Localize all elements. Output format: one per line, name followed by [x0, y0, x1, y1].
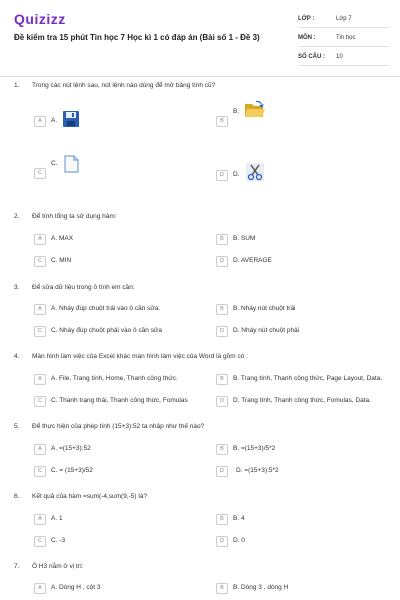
meta-key: MÔN : [298, 35, 316, 41]
answer-letter: C [34, 168, 46, 179]
cut-scissors-icon [246, 163, 264, 181]
answer-letter: A [34, 444, 46, 455]
answer-text: B. 4 [233, 515, 245, 522]
question-text: Màn hình làm việc của Excel khác màn hình làm việc của Word là gồm có : [32, 353, 248, 360]
quizizz-logo[interactable]: Quizizz [14, 11, 66, 27]
answer-letter: B [216, 514, 228, 525]
question-text: Ô H3 nằm ở vị trí: [32, 563, 84, 570]
question-text: Trong các nút lệnh sau, nút lệnh nào dùng để mở bảng tính cũ? [32, 82, 216, 89]
answer-letter: A [34, 514, 46, 525]
answer-letter: B [216, 374, 228, 385]
meta-row-subject [298, 30, 390, 47]
answer-text: C. Nháy đúp chuột phải vào ô cần sửa [51, 327, 162, 334]
answer-letter: A [34, 116, 46, 127]
answer-text: A. =(15+3):52 [51, 445, 91, 452]
meta-table [298, 11, 390, 68]
answer-letter: D [216, 326, 228, 337]
answer-letter: D [216, 170, 228, 181]
open-folder-icon [244, 100, 266, 120]
question-text: Để tính tổng ta sử dụng hàm: [32, 213, 117, 220]
question-number: 2. [14, 213, 20, 220]
answer-text: B. Nháy nút chuột trái [233, 305, 296, 312]
page-title: Đề kiểm tra 15 phút Tin học 7 Học kì 1 có đáp án (Bài số 1 - Đề 3) [14, 33, 260, 42]
answer-letter: C [34, 256, 46, 267]
answer-letter: C [34, 396, 46, 407]
question-number: 3. [14, 284, 20, 291]
answer-text: C. Thanh trạng thái, Thanh công thức, Fomulas [51, 397, 188, 404]
answer-letter: B [216, 583, 228, 594]
answer-text: B. SUM [233, 235, 256, 242]
new-document-icon [62, 155, 80, 173]
meta-key: LỚP : [298, 16, 315, 22]
page-header [0, 0, 400, 77]
answer-text: D. Trang tính, Thanh công thức, Fomulas, Data. [233, 397, 371, 404]
answer-text: C. [51, 160, 58, 167]
answer-text: D. =(15+3):5*2 [236, 467, 279, 474]
answer-letter: D [216, 396, 228, 407]
question-number: 1. [14, 82, 20, 89]
answer-letter: C [34, 326, 46, 337]
answer-text: A. File, Trang tính, Home, Thanh công thức. [51, 375, 178, 382]
answer-text: B. =(15+3)/5*2 [233, 445, 276, 452]
answer-letter: B [216, 116, 228, 127]
answer-letter: A [34, 374, 46, 385]
question-text: Để sửa dữ liệu trong ô tính em cần: [32, 284, 135, 291]
question-number: 5. [14, 423, 20, 430]
save-floppy-icon [62, 110, 80, 128]
question-number: 6. [14, 493, 20, 500]
answer-text: C. MIN [51, 257, 72, 264]
answer-letter: A [34, 234, 46, 245]
answer-letter: B [216, 444, 228, 455]
answer-letter: A [34, 583, 46, 594]
answer-text: A. Dòng H , cột 3 [51, 584, 101, 591]
question-text: Kết quả của hàm =sum(-4,sum(9,-5) là? [32, 493, 148, 500]
answer-letter: D [216, 256, 228, 267]
answer-text: C. -3 [51, 537, 66, 544]
answer-text: A. MAX [51, 235, 74, 242]
answer-text: A. Nháy đúp chuột trái vào ô cần sửa. [51, 305, 161, 312]
question-text: Để thực hiện của phép tính (15+3):52 ta nhập như thế nào? [32, 423, 205, 430]
answer-text: D. Nháy nút chuột phải [233, 327, 300, 334]
answer-letter: C [34, 536, 46, 547]
answer-text: D. AVERAGE [233, 257, 272, 264]
meta-row-count [298, 49, 390, 66]
answer-letter: D [216, 466, 228, 477]
answer-letter: D [216, 536, 228, 547]
answer-text: C. = (15+3)/52 [51, 467, 93, 474]
meta-value: Tin học [336, 35, 356, 41]
answer-letter: B [216, 304, 228, 315]
answer-letter: C [34, 466, 46, 477]
question-number: 4. [14, 353, 20, 360]
meta-row-class [298, 11, 390, 28]
answer-text: B. Dòng 3 , dòng H [233, 584, 289, 591]
answer-text: D. 0 [233, 537, 245, 544]
question-number: 7. [14, 563, 20, 570]
answer-letter: B [216, 234, 228, 245]
meta-value: 10 [336, 54, 343, 60]
meta-key: SỐ CÂU : [298, 54, 325, 60]
answer-text: B. Trang tính, Thanh công thức, Page Layout, Data. [233, 375, 383, 382]
answer-text: D. [233, 171, 240, 178]
meta-value: Lớp 7 [336, 16, 352, 22]
answer-text: B. [233, 108, 240, 115]
answer-text: A. [51, 117, 58, 124]
answer-letter: A [34, 304, 46, 315]
answer-text: A. 1 [51, 515, 63, 522]
